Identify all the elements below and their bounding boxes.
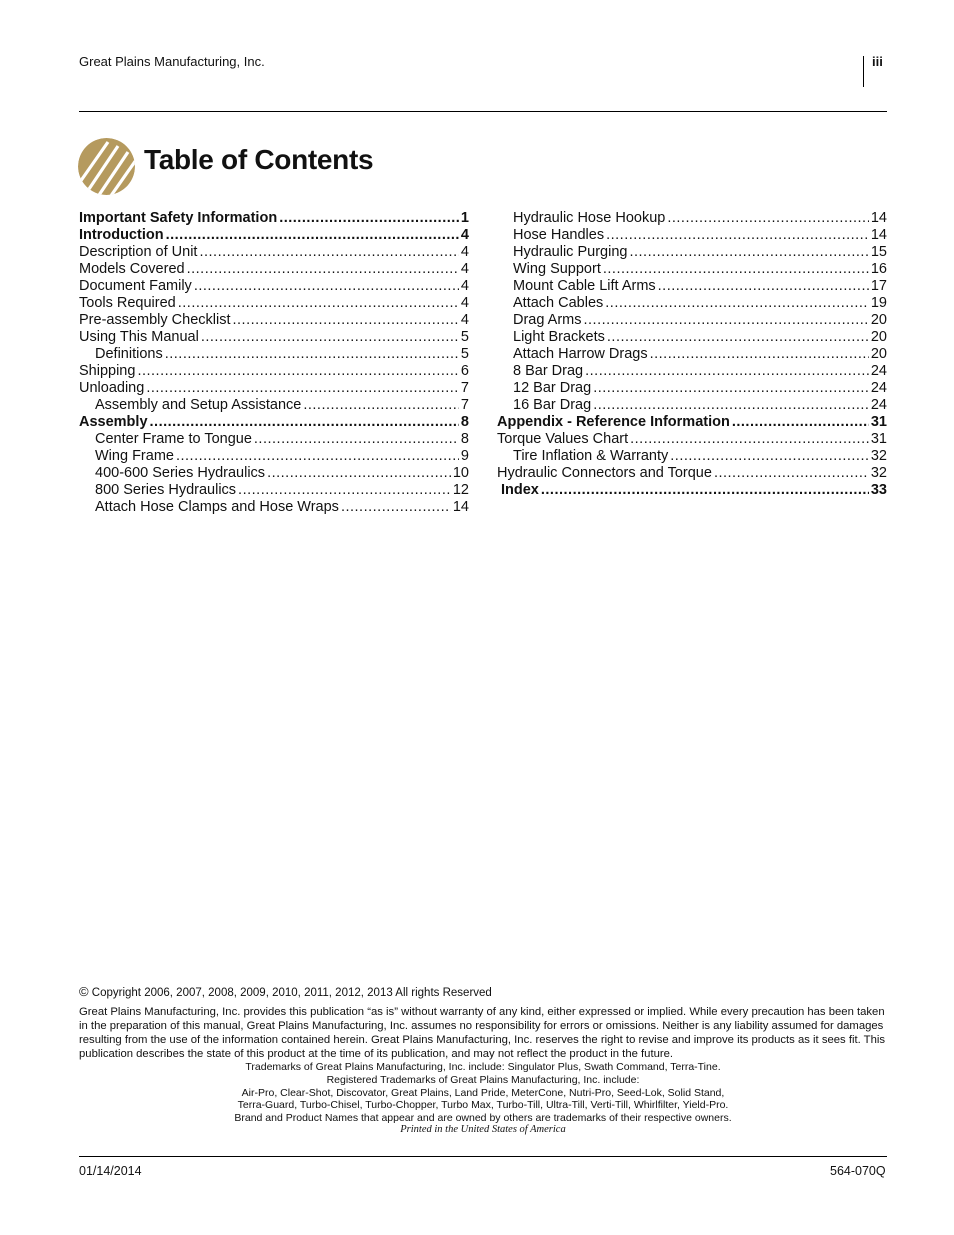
toc-entry-page: 8	[460, 414, 469, 430]
toc-entry-page: 1	[460, 210, 469, 226]
toc-entry-title: 16 Bar Drag	[513, 397, 592, 413]
toc-entry-title: Shipping	[79, 363, 136, 379]
toc-entry[interactable]	[79, 431, 469, 448]
toc-entry-page: 14	[452, 499, 469, 515]
toc-entry-title: Pre-assembly Checklist	[79, 312, 231, 328]
toc-entry[interactable]	[79, 227, 469, 244]
toc-entry-page: 4	[460, 227, 469, 243]
toc-entry-page: 7	[460, 397, 469, 413]
trademark-line: Trademarks of Great Plains Manufacturing, Inc. include: Singulator Plus, Swath Command, Terra-Tine.	[245, 1061, 721, 1073]
toc-entry-title: Hydraulic Purging	[513, 244, 628, 260]
toc-entry[interactable]	[79, 312, 469, 329]
toc-dot-leader	[584, 312, 869, 329]
toc-dot-leader	[165, 346, 459, 363]
toc-entry[interactable]	[497, 482, 887, 499]
disclaimer-text: Great Plains Manufacturing, Inc. provides this publication “as is” without warranty of any kind, either expressed or implied. While every precaution has been taken in the preparation of this manual, Great Plains Manufacturing, Inc. assumes no responsibility for errors or omissions. Neither is any liability assumed for damages resulting from the use of the information contained herein. Great Plains Manufacturing, Inc. reserves the right to revise and improve its products as it sees fit. This publication describes the state of this product at the time of its publication, and may not reflect the product in the future.	[79, 1006, 886, 1060]
toc-entry[interactable]	[497, 397, 887, 414]
publication-date: 01/14/2014	[79, 1164, 142, 1178]
page-title: Table of Contents	[144, 144, 374, 175]
toc-entry[interactable]	[79, 295, 469, 312]
toc-entry-title: Attach Hose Clamps and Hose Wraps	[95, 499, 339, 515]
toc-entry-page: 32	[870, 465, 887, 481]
toc-entry-title: Attach Cables	[513, 295, 604, 311]
toc-dot-leader	[650, 346, 869, 363]
toc-entry-page: 4	[460, 261, 469, 277]
trademark-line: Air-Pro, Clear-Shot, Discovator, Great Plains, Land Pride, MeterCone, Nutri-Pro, Seed-Lok, Solid Stand,	[241, 1087, 725, 1099]
toc-entry[interactable]	[497, 363, 887, 380]
toc-entry-title: Drag Arms	[513, 312, 582, 328]
toc-dot-leader	[670, 448, 869, 465]
toc-dot-leader	[178, 295, 459, 312]
toc-entry[interactable]	[79, 414, 469, 431]
toc-dot-leader	[341, 499, 451, 516]
toc-entry-title: Definitions	[95, 346, 163, 362]
toc-entry[interactable]	[79, 346, 469, 363]
great-plains-logo-icon	[78, 138, 135, 195]
toc-dot-leader	[267, 465, 451, 482]
toc-dot-leader	[585, 363, 869, 380]
toc-entry-title: Mount Cable Lift Arms	[513, 278, 656, 294]
toc-entry[interactable]	[497, 295, 887, 312]
toc-entry-page: 5	[460, 346, 469, 362]
toc-entry[interactable]	[79, 210, 469, 227]
toc-entry-page: 31	[870, 414, 887, 430]
toc-entry-title: 400-600 Series Hydraulics	[95, 465, 266, 481]
toc-entry-page: 20	[870, 329, 887, 345]
toc-entry-page: 10	[452, 465, 469, 481]
company-name: Great Plains Manufacturing, Inc.	[79, 54, 265, 69]
toc-entry-page: 31	[870, 431, 887, 447]
toc-entry-title: 8 Bar Drag	[513, 363, 584, 379]
toc-entry[interactable]	[79, 465, 469, 482]
toc-entry-title: Models Covered	[79, 261, 185, 277]
toc-entry-page: 33	[870, 482, 887, 498]
toc-entry[interactable]	[79, 363, 469, 380]
toc-entry[interactable]	[79, 261, 469, 278]
toc-dot-leader	[187, 261, 459, 278]
toc-entry[interactable]	[497, 278, 887, 295]
toc-entry-page: 8	[460, 431, 469, 447]
toc-entry-title: Assembly and Setup Assistance	[95, 397, 302, 413]
toc-dot-leader	[541, 482, 869, 499]
trademark-line: Terra-Guard, Turbo-Chisel, Turbo-Chopper, Turbo Max, Turbo-Till, Ultra-Till, Verti-Till, Whirlfilter, Yield-Pro.	[237, 1099, 729, 1111]
toc-entry-page: 20	[870, 312, 887, 328]
toc-entry[interactable]	[497, 346, 887, 363]
trademark-line: Registered Trademarks of Great Plains Manufacturing, Inc. include:	[326, 1074, 640, 1086]
toc-dot-leader	[166, 227, 459, 244]
toc-dot-leader	[150, 414, 459, 431]
toc-dot-leader	[630, 431, 869, 448]
toc-entry[interactable]	[79, 397, 469, 414]
toc-dot-leader	[303, 397, 459, 414]
toc-dot-leader	[199, 244, 458, 261]
toc-entry[interactable]	[497, 227, 887, 244]
copyright-text: Copyright 2006, 2007, 2008, 2009, 2010, 2011, 2012, 2013 All rights Reserved	[88, 987, 492, 999]
toc-entry[interactable]	[79, 499, 469, 516]
page-number: iii	[872, 54, 883, 69]
toc-entry-title: Tools Required	[79, 295, 176, 311]
header-divider	[863, 56, 864, 87]
toc-dot-leader	[667, 210, 869, 227]
toc-entry-page: 19	[870, 295, 887, 311]
toc-entry[interactable]	[497, 244, 887, 261]
toc-dot-leader	[201, 329, 459, 346]
toc-right-column	[497, 210, 887, 499]
toc-dot-leader	[593, 397, 869, 414]
toc-entry-title: Hydraulic Connectors and Torque	[497, 465, 712, 481]
toc-entry-title: Assembly	[79, 414, 148, 430]
toc-entry-title: 800 Series Hydraulics	[95, 482, 237, 498]
trademark-line: Brand and Product Names that appear and are owned by others are trademarks of their respective owners.	[234, 1112, 732, 1124]
toc-entry[interactable]	[497, 380, 887, 397]
toc-dot-leader	[238, 482, 451, 499]
toc-entry-title: Introduction	[79, 227, 164, 243]
toc-entry-title: Wing Frame	[95, 448, 174, 464]
toc-entry[interactable]	[79, 448, 469, 465]
toc-entry-page: 4	[460, 278, 469, 294]
toc-entry-title: Attach Harrow Drags	[513, 346, 648, 362]
toc-dot-leader	[605, 295, 869, 312]
toc-entry[interactable]	[79, 244, 469, 261]
toc-dot-leader	[606, 227, 869, 244]
toc-entry[interactable]	[497, 448, 887, 465]
toc-entry[interactable]	[497, 329, 887, 346]
toc-dot-leader	[732, 414, 869, 431]
toc-entry-page: 6	[460, 363, 469, 379]
toc-entry-title: Important Safety Information	[79, 210, 278, 226]
toc-dot-leader	[629, 244, 868, 261]
toc-entry-title: Center Frame to Tongue	[95, 431, 252, 447]
toc-entry[interactable]	[79, 482, 469, 499]
toc-entry-title: Using This Manual	[79, 329, 199, 345]
toc-entry-title: Appendix - Reference Information	[497, 414, 730, 430]
toc-dot-leader	[603, 261, 869, 278]
toc-dot-leader	[714, 465, 869, 482]
toc-entry[interactable]	[497, 312, 887, 329]
toc-dot-leader	[254, 431, 459, 448]
toc-entry-title: 12 Bar Drag	[513, 380, 592, 396]
toc-dot-leader	[607, 329, 869, 346]
toc-entry-page: 4	[460, 295, 469, 311]
toc-entry-page: 12	[452, 482, 469, 498]
toc-left-column	[79, 210, 469, 516]
footer-rule	[79, 1156, 887, 1157]
copyright-line	[79, 984, 492, 999]
toc-entry-page: 24	[870, 363, 887, 379]
toc-entry[interactable]	[497, 431, 887, 448]
toc-dot-leader	[593, 380, 869, 397]
toc-entry-page: 17	[870, 278, 887, 294]
toc-entry-page: 24	[870, 380, 887, 396]
toc-entry-page: 9	[460, 448, 469, 464]
toc-dot-leader	[279, 210, 459, 227]
toc-dot-leader	[233, 312, 459, 329]
toc-entry-page: 24	[870, 397, 887, 413]
toc-entry[interactable]	[79, 329, 469, 346]
toc-entry-page: 16	[870, 261, 887, 277]
header-rule	[79, 111, 887, 112]
toc-entry-title: Wing Support	[513, 261, 601, 277]
toc-entry[interactable]	[497, 261, 887, 278]
toc-entry-page: 32	[870, 448, 887, 464]
toc-entry-page: 14	[870, 210, 887, 226]
toc-entry-page: 20	[870, 346, 887, 362]
toc-entry-title: Document Family	[79, 278, 192, 294]
printed-in-note: Printed in the United States of America	[400, 1124, 566, 1135]
toc-entry-title: Description of Unit	[79, 244, 198, 260]
toc-entry[interactable]	[79, 278, 469, 295]
toc-entry-title: Light Brackets	[513, 329, 605, 345]
toc-entry-title: Tire Inflation & Warranty	[513, 448, 669, 464]
toc-dot-leader	[176, 448, 459, 465]
toc-dot-leader	[194, 278, 459, 295]
toc-entry[interactable]	[79, 380, 469, 397]
toc-dot-leader	[146, 380, 459, 397]
toc-dot-leader	[658, 278, 869, 295]
toc-entry-title: Hydraulic Hose Hookup	[513, 210, 666, 226]
toc-entry-title: Unloading	[79, 380, 145, 396]
toc-entry-title: Hose Handles	[513, 227, 605, 243]
toc-entry-page: 15	[870, 244, 887, 260]
toc-entry-page: 7	[460, 380, 469, 396]
toc-entry-title: Torque Values Chart	[497, 431, 629, 447]
toc-dot-leader	[137, 363, 458, 380]
toc-entry-page: 4	[460, 244, 469, 260]
toc-entry[interactable]	[497, 414, 887, 431]
toc-entry-title: Index	[501, 482, 539, 498]
toc-entry-page: 4	[460, 312, 469, 328]
document-number: 564-070Q	[830, 1164, 886, 1178]
toc-entry-page: 14	[870, 227, 887, 243]
toc-entry-page: 5	[460, 329, 469, 345]
toc-entry[interactable]	[497, 465, 887, 482]
copyright-symbol: ©	[79, 984, 89, 999]
toc-entry[interactable]	[497, 210, 887, 227]
